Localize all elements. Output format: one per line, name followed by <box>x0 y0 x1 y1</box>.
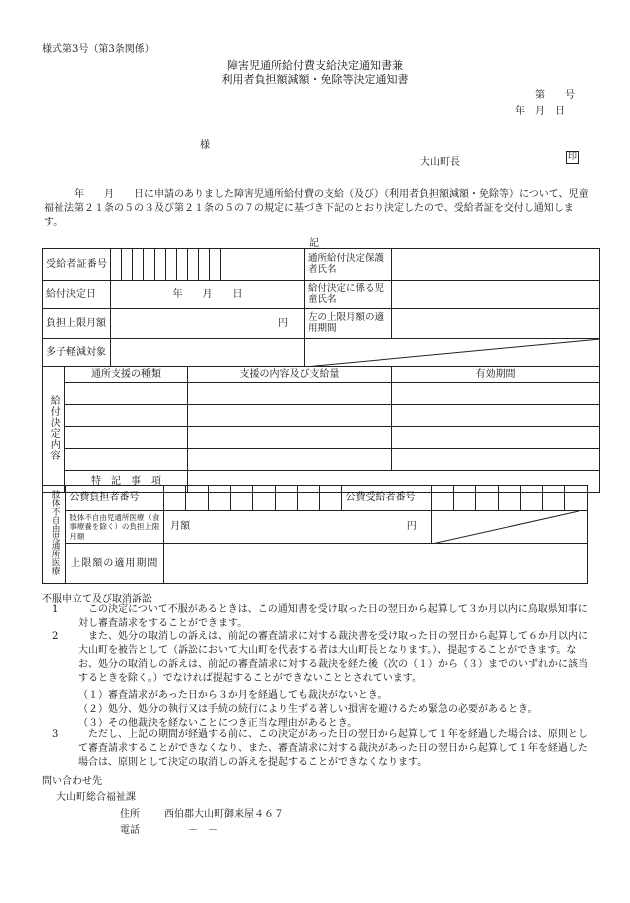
medical-cap-blank <box>431 511 587 544</box>
phone-label: 電話 <box>120 825 140 836</box>
public-payer-no-label: 公費負担者番号 <box>66 486 164 511</box>
doc-number-label: 第 号 <box>535 90 575 101</box>
diagonal-line-2 <box>432 511 579 544</box>
appeal-1-text: この決定について不服があるときは、この通知書を受け取った日の翌日から起算して３か月以内に鳥取県知事に対し審査請求をすることができます。 <box>78 604 588 629</box>
child-name-label: 給付決定に係る児童氏名 <box>305 281 392 309</box>
medical-care-table <box>42 485 588 584</box>
title-line-1: 障害児通所給付費支給決定通知書兼 <box>227 59 403 72</box>
medical-cap-period-value <box>164 544 588 584</box>
monthly-cap-label: 負担上限月額 <box>43 309 111 339</box>
recipient-cert-no-label: 受給者証番号 <box>43 249 111 281</box>
multi-child-blank <box>305 339 600 367</box>
date-label: 年 月 日 <box>515 106 565 117</box>
appeal-2-sub3: （３）その他裁決を経ないことにつき正当な理由があるとき。 <box>78 718 358 729</box>
contact-dept: 大山町総合福祉課 <box>56 792 136 803</box>
phone-value: － － <box>188 825 218 836</box>
medical-cap-label: 肢体不自由児通所医療（食事療養を除く）の負担上限月額 <box>66 511 164 544</box>
special-notes-label: 特 記 事 項 <box>65 471 188 493</box>
title-line-2: 利用者負担額減額・免除等決定通知書 <box>221 73 409 86</box>
multi-child-label: 多子軽減対象 <box>43 339 111 367</box>
child-name-value <box>392 281 600 309</box>
medical-side-label: 肢体不自由児通所医療 <box>43 486 66 584</box>
address-value: 西伯郡大山町御来屋４６７ <box>164 809 284 820</box>
issuer: 大山町長 <box>420 157 460 168</box>
guardian-name-label: 通所給付決定保護者氏名 <box>305 249 392 281</box>
decision-date-label: 給付決定日 <box>43 281 111 309</box>
appeal-heading: 不服申立て及び取消訴訟 <box>42 594 152 605</box>
decision-date-value: 年 月 日 <box>111 281 305 309</box>
cap-period-label: 左の上限月額の適用期間 <box>305 309 392 339</box>
col-valid-period: 有効期間 <box>392 367 600 383</box>
appeal-2-sub2: （２）処分、処分の執行又は手続の続行により生ずる著しい損害を避けるため緊急の必要があるとき。 <box>78 704 538 715</box>
medical-cap-yen: 円 <box>406 521 417 532</box>
medical-cap-period-label: 上限額の適用期間 <box>66 544 164 584</box>
guardian-name-value <box>392 249 600 281</box>
appeal-3-text: ただし、上記の期間が経過する前に、この決定があった日の翌日から起算して１年を経過した場合は、原則として審査請求することができなくなり、また、審査請求に対する裁決があった日の翌日から起算して１年を経過した場合は、原則として決定の取消しの訴えを提起することができなくなります。 <box>78 729 588 768</box>
cap-period-value <box>392 309 600 339</box>
monthly-label: 月額 <box>170 521 191 532</box>
benefit-content-label: 給付決定内容 <box>43 367 65 493</box>
form-number: 様式第3号（第3条関係） <box>42 44 155 55</box>
col-content-amount: 支援の内容及び支給量 <box>188 367 392 383</box>
monthly-cap-yen: 円 <box>111 309 305 339</box>
appeal-3-number: 3 <box>52 729 59 740</box>
appeal-2-sub1: （１）審査請求があった日から３か月を経過しても裁決がないとき。 <box>78 690 388 701</box>
appeal-2-text: また、処分の取消しの訴えは、前記の審査請求に対する裁決書を受け取った日の翌日から起算して６か月以内に大山町を被告として（訴訟において大山町を代表する者は大山町長となります。）、提起することができます。なお、処分の取消しの訴えは、前記の審査請求に対する裁決を経た後（次の（１）から（３）までのいずれかに該当するときを除く。）でなければ提起することができないこととされています。 <box>78 631 588 684</box>
recipient-suffix: 様 <box>200 140 210 151</box>
intro-text: 年 月 日に申請のありました障害児通所給付費の支給（及び）（利用者負担額減額・免除等）について、児童福祉法第２１条の５の３及び第２１条の５の７の規定に基づき下記のとおり決定したので、受給者証を交付し通知します。 <box>44 189 589 228</box>
diagonal-line <box>305 339 600 367</box>
contact-heading: 問い合わせ先 <box>42 776 102 787</box>
public-recipient-no-label: 公費受給者番号 <box>342 486 431 511</box>
multi-child-value <box>111 339 305 367</box>
col-service-type: 通所支援の種類 <box>65 367 188 383</box>
ki-label: 記 <box>309 238 319 249</box>
appeal-1-number: 1 <box>52 604 59 615</box>
seal-mark: 印 <box>567 152 577 162</box>
appeal-2-number: 2 <box>52 631 59 642</box>
medical-cap-value <box>164 511 432 544</box>
address-label: 住所 <box>120 809 140 820</box>
benefit-decision-table <box>42 248 600 493</box>
